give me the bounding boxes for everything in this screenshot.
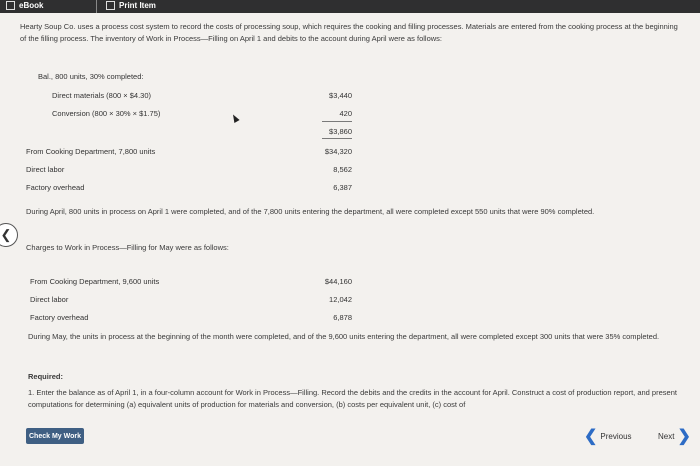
mouse-cursor-icon [230,113,239,123]
may-direct-labor-value: 12,042 [329,295,352,304]
conversion-label: Conversion (800 × 30% × $1.75) [52,109,161,118]
required-heading: Required: [28,372,64,381]
top-bar [0,0,700,13]
bal-label: Bal., 800 units, 30% completed: [38,72,144,81]
ebook-tab[interactable] [6,1,43,10]
may-from-cooking-label: From Cooking Department, 9,600 units [30,277,160,286]
may-description: During May, the units in process at the beginning of the month were completed, and of the 9,600 units entering the department, all were completed except 300 units that were 35% completed. [28,332,660,341]
conversion-value: 420 [339,109,352,118]
required-text: 1. Enter the balance as of April 1, in a four-column account for Work in Process—Filling. Record the debits and the credits in the account for April. Construct a cost of production report, and present computations for determining (a) equivalent units of production for materials and conversion, (b) costs per equivalent unit, (c) cost of [28,388,677,409]
next-label: Next [658,431,675,441]
print-item-label: Print Item [119,1,156,10]
direct-materials-value: $3,440 [329,91,352,100]
may-factory-overhead-label: Factory overhead [30,313,89,322]
may-heading: Charges to Work in Process—Filling for May were as follows: [26,243,229,252]
book-icon [6,1,15,10]
ebook-label: eBook [19,1,44,10]
factory-overhead-value: 6,387 [333,183,352,192]
print-icon [106,1,115,10]
from-cooking-value: $34,320 [324,147,352,156]
problem-content [0,13,700,466]
may-direct-labor-label: Direct labor [30,295,69,304]
direct-labor-value: 8,562 [333,165,352,174]
previous-button[interactable] [584,426,632,446]
intro-text: Hearty Soup Co. uses a process cost system to record the costs of processing soup, which requires the cooking and filling processes. Materials are entered from the cooking process at the beginning of the filling process. The inventory of Work in Process—Filling on April 1 and debits to the account during April were as follows: [20,22,678,43]
may-from-cooking-value: $44,160 [324,277,352,286]
previous-label: Previous [600,431,632,441]
direct-materials-label: Direct materials (800 × $4.30) [52,91,152,100]
chevron-left-icon: ❮ [584,428,598,445]
factory-overhead-label: Factory overhead [26,183,85,192]
print-item-tab[interactable] [106,1,156,10]
from-cooking-label: From Cooking Department, 7,800 units [26,147,156,156]
next-button[interactable] [658,426,691,446]
direct-labor-label: Direct labor [26,165,65,174]
tab-divider [96,0,97,13]
may-factory-overhead-value: 6,878 [333,313,352,322]
april-description: During April, 800 units in process on April 1 were completed, and of the 7,800 units entering the department, all were completed except 550 units that were 90% completed. [26,207,595,216]
subtotal-underline [322,138,352,139]
check-my-work-button[interactable]: Check My Work [26,428,84,444]
side-previous-chevron-icon[interactable]: ❮ [0,223,18,247]
subtotal-rule [322,121,352,122]
chevron-right-icon: ❯ [677,428,691,445]
subtotal-value: $3,860 [329,127,352,136]
